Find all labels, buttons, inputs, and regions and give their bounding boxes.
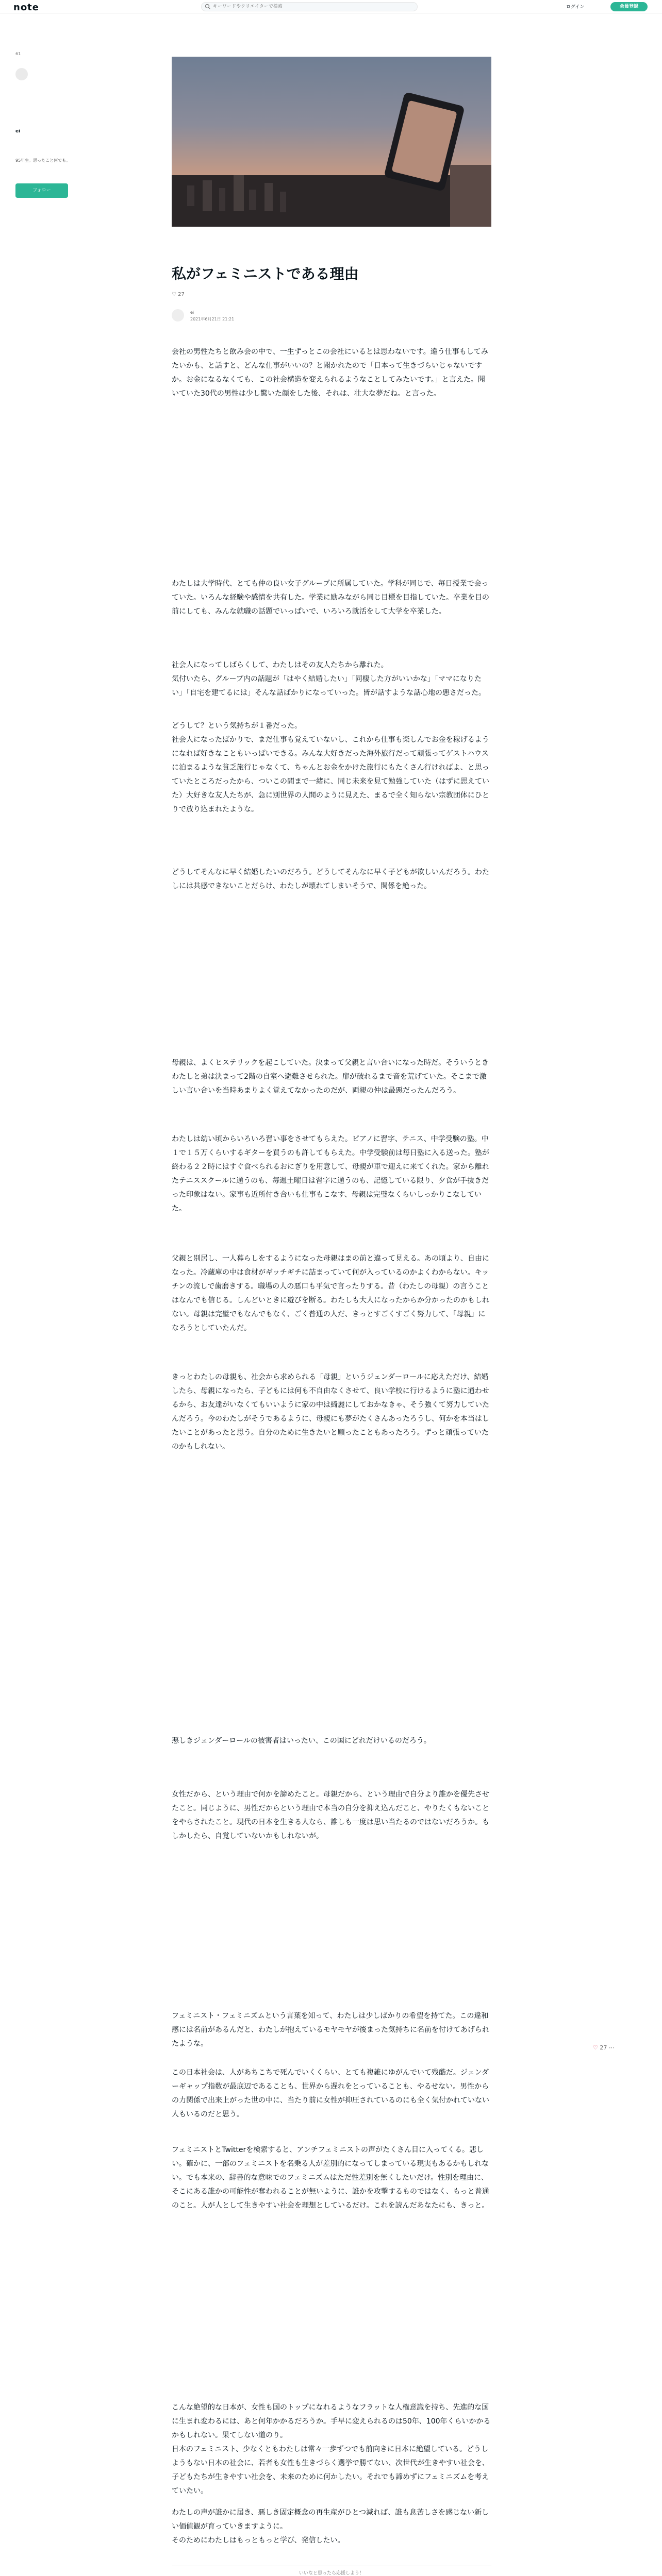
note-logo[interactable]: note — [13, 2, 39, 13]
avatar[interactable] — [15, 68, 28, 80]
article-paragraph: 社会人になってしばらくして、わたしはその友人たちから離れた。 気付いたら、グループ内の話題が「はやく結婚したい」「同棲した方がいいかな」「ママになりたい」「自宅を建てるには」そんな話ばかりになっていった。皆が話すような話心地の悪さだった。 — [172, 661, 486, 697]
article-paragraph: 会社の男性たちと飲み会の中で、一生ずっとこの会社にいるとは思わないです。違う仕事もしてみたいかも、と話すと、どんな仕事がいいの？と聞かれたので「日本って生きづらいじゃないですか。お金になるなくても、この社会構造を変えられるようなことしてみたいです。」と言えた。聞いていた30代の男性は少し驚いた顔をした後、それは、壮大な夢だね。と言った。 — [172, 348, 488, 398]
article-title: 私がフェミニストである理由 — [172, 265, 359, 282]
article-paragraph: フェミニストとTwitterを検索すると、アンチフェミニストの声がたくさん目に入ってくる。悲しい。確かに、一部のフェミニストを名乗る人が差別的になってしまっている現実もあるかもしれない。でも本来の、辞書的な意味でのフェミニズムはただ性差別を無くしたいだけ。性別を理由に、そこにある誰かの可能性が奪われることが無いように、誰かを攻撃するものではなく、もっと普通のこと。人が人として生きやすい社会を理想としているだけ。これを読んだあなたにも、きっと。 — [172, 2146, 489, 2210]
dots-icon[interactable]: ⋯ — [608, 2044, 615, 2051]
search-icon — [205, 4, 211, 10]
author-name[interactable]: ei — [15, 129, 21, 134]
search-box[interactable] — [201, 2, 418, 11]
avatar[interactable] — [172, 309, 184, 321]
like-count: 27 — [178, 292, 185, 297]
follow-label: フォロー — [32, 188, 51, 193]
support-label: いいなと思ったら応援しよう！ — [299, 2571, 364, 2576]
article-paragraph: わたしは大学時代、とても仲の良い女子グループに所属していた。学科が同じで、毎日授業で会っていた。いろんな経験や感情を共有した。学業に励みながら同じ目標を目指していた。卒業を目の前にしても、みんな就職の話題でいっぱいで、いろいろ就活をして大学を卒業した。 — [172, 580, 489, 616]
article-paragraph: どうしてそんなに早く結婚したいのだろう。どうしてそんなに早く子どもが欲しいんだろう。わたしには共感できないことだらけ、わたしが壊れてしまいそうで、関係を絶った。 — [172, 868, 489, 890]
article-paragraph: こんな絶望的な日本が、女性も国のトップになれるようなフラットな人権意識を持ち、先進的な国に生まれ変わるには、あと何年かかるだろうか。手早に変えられるのは50年、100年くらいかかるかもしれない。果てしない道のり。 日本のフェミニスト、少なくともわたしは常々一歩ずつでも前向きに日本に絶望している。どうしようもない日本の社会に、若者も女性も生きづらく選挙で勝てない、次世代が生きやすい社会を、子どもたちが生きやすい社会を、未来のために何かしたい。それでも諦めずにフェミニズムを考えていたい。 — [172, 2403, 491, 2495]
header-bar — [0, 0, 662, 13]
floating-like[interactable] — [593, 2044, 615, 2051]
follow-button[interactable] — [15, 183, 68, 198]
author-sidebar — [15, 52, 119, 193]
signup-button[interactable]: 会員登録 — [610, 2, 648, 11]
author-name-small[interactable]: ei — [190, 310, 194, 315]
heart-icon[interactable]: ♡ — [593, 2044, 598, 2051]
hero-photo-illustration — [172, 57, 491, 227]
publish-date: 2021年6月21日 21:21 — [190, 317, 235, 321]
heart-icon[interactable]: ♡ — [172, 292, 176, 297]
article-paragraph: 悪しきジェンダーロールの被害者はいったい、この国にどれだけいるのだろう。 — [172, 1737, 431, 1745]
like-count-top[interactable] — [172, 292, 185, 297]
author-bio: 95年生。思ったこと何でも。 — [15, 158, 71, 163]
article-paragraph: フェミニスト・フェミニズムという言葉を知って、わたしは少しばかりの希望を持てた。この違和感には名前があるんだと、わたしが抱えているモヤモヤが後まった気持ちに名前を付けてあげられたような。 — [172, 2012, 489, 2048]
floating-like-count: 27 — [600, 2044, 607, 2051]
search-input[interactable] — [213, 3, 414, 10]
article-paragraph: 母親は、よくヒステリックを起こしていた。決まって父親と言い合いになった時だ。そういうときわたしと弟は決まって2階の自室へ避難させられた。扉が破れるまで音を荒げていた。そこまで激しい言い合いを当時あまりよく覚えてなかったのだが、両親の仲は最悪だったんだろう。 — [172, 1059, 489, 1095]
article-paragraph: わたしの声が誰かに届き、悪しき固定概念の再生産がひとつ減れば、誰も息苦しさを感じない新しい価値観が育っていきますように。 そのためにわたしはもっともっと学び、発信したい。 — [172, 2509, 489, 2545]
support-box — [172, 2566, 491, 2576]
article-paragraph: きっとわたしの母親も、社会から求められる「母親」というジェンダーロールに応えただけ、結婚したら、母親になったら、子どもには何も不自由なくさせて、良い学校に行けるように塾に通わせるから、お友達がいなくてもいいように家の中は綺麗にしておかなきゃ、そう強くて努力していたんだろう。今のわたしがそうであるように、母親にも夢がたくさんあったろうし、何かを本当はしたいことがあったと思う。自分のために生きたいと願ったこともあったろう。ずっと頑張っていたのかもしれない。 — [172, 1373, 489, 1451]
hero-image — [172, 57, 491, 227]
article-paragraph: 父親と別居し、一人暮らしをするようになった母親はまの前と違って見える。あの頃より、自由になった。冷蔵庫の中は食材がギッチギチに詰まっていて何が入っているのかよくわからない。キッチンの流しで歯磨きする。職場の人の悪口も平気で言ったりする。昔（わたしの母親）の言うことはなんでも信じる。しんどいときに遊びを断る。わたしも大人になったからか分かったのかもしれない。母親は完璧でもなんでもなく、ごく普通の人だ、きっとすごくすごく努力して、「母親」になろうとしていたんだ。 — [172, 1255, 489, 1332]
sidebar-label: 61 — [15, 52, 21, 56]
article-paragraph: この日本社会は、人があちこちで死んでいくくらい、とても複雑にゆがんでいて残酷だ。ジェンダーギャップ指数が最底辺であることも、世界から遅れをとっていることも、やるせない。男性からの力関係で出来上がった世の中に、当たり前に女性が抑圧されているのにも全く気付かれていない人もいるのだと思う。 — [172, 2069, 489, 2119]
article-paragraph: わたしは幼い頃からいろいろ習い事をさせてもらえた。ピアノに習字、テニス、中学受験の塾。中１で１５万くらいするギターを買うのも許してもらえた。中学受験前は毎日塾に入る送った。塾が終わる２２時にはすぐ食べられるおにぎりを用意して、母親が車で迎えに来てくれた。家から離れたテニススクールに通うのも、毎週土曜日は習字に通うのも、記憶している限り、夕食が手抜きだった印象はない。家事も近所付き合いも仕事もこなす、母親は完璧なくらいしっかりこなしていた。 — [172, 1135, 489, 1213]
article-paragraph: 女性だから、という理由で何かを諦めたこと。母親だから、という理由で自分より誰かを優先させたこと。同じように、男性だからという理由で本当の自分を抑え込んだこと、やりたくもないことをやらされたこと。現代の日本を生きる人なら、誰しも一度は思い当たるのではないだろうか。もしかしたら、自覚していないかもしれないが。 — [172, 1790, 489, 1840]
article-paragraph: どうして？という気持ちが１番だった。 社会人になったばかりで、まだ仕事も覚えていないし、これから仕事も楽しんでお金を稼げるようになれば好きなこともいっぱいできる。みんな大好きだった海外旅行だって頑張ってゲストハウスに泊まるような貧乏旅行じゃなくて、ちゃんとお金をかけた旅行にもたくさん行ければよ、と思っていたところだったから、ついこの間まで一緒に、同じ未来を見て勉強していた（はずに思えていた）大好きな友人たちが、急に別世界の人間のように見えた、まるで全く知らない宗教団体にひとりで放り込まれたような。 — [172, 722, 489, 814]
login-link[interactable]: ログイン — [566, 5, 585, 10]
